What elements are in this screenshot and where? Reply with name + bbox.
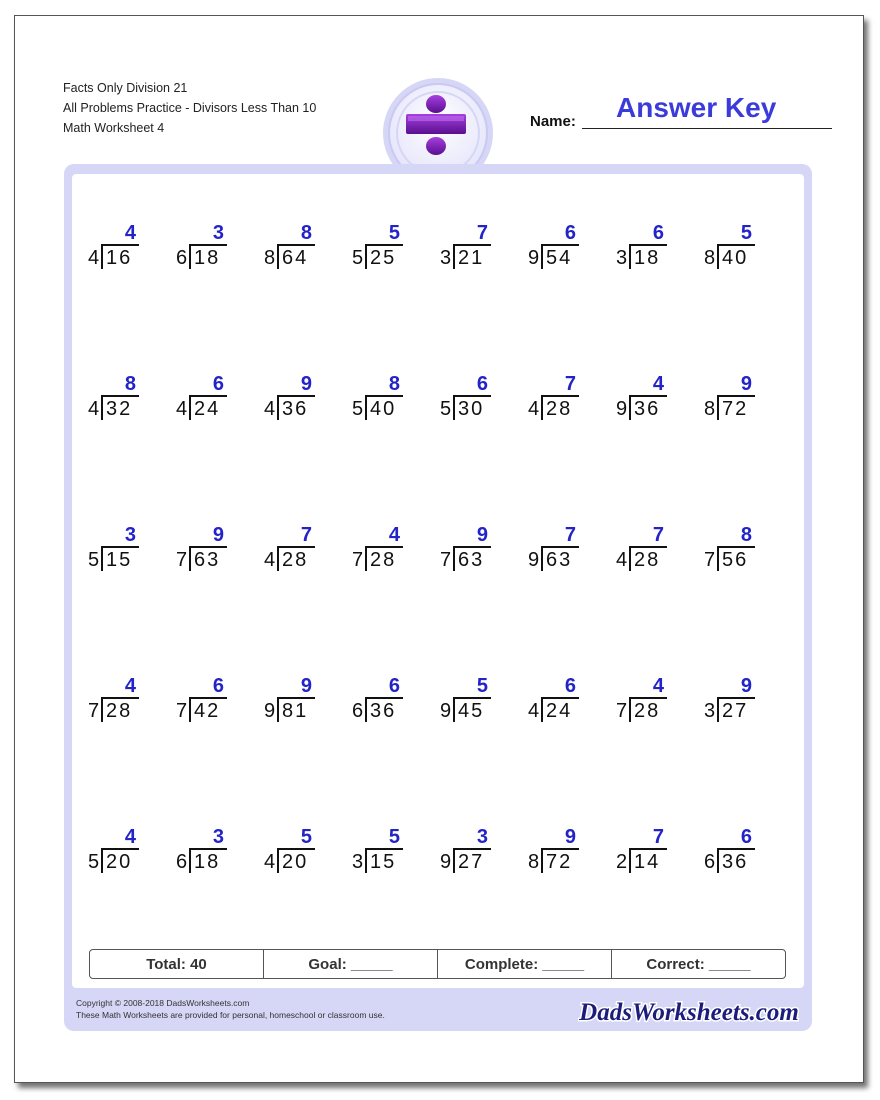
dividend: 18 (194, 851, 221, 873)
dadsworksheets-logo (578, 992, 800, 1030)
divisor: 5 (440, 398, 452, 420)
dividend: 36 (722, 851, 749, 873)
dividend: 32 (106, 398, 133, 420)
dividend: 28 (106, 700, 133, 722)
division-bracket (541, 697, 543, 722)
quotient-answer: 4 (124, 222, 136, 244)
dividend: 63 (458, 549, 485, 571)
division-bracket (101, 848, 103, 873)
quotient-answer: 6 (212, 675, 224, 697)
dividend: 28 (370, 549, 397, 571)
division-bracket (453, 395, 455, 420)
dividend: 40 (722, 247, 749, 269)
division-bracket (277, 546, 279, 571)
division-bracket (189, 697, 191, 722)
quotient-answer: 7 (476, 222, 488, 244)
divisor: 6 (352, 700, 364, 722)
division-bracket (453, 697, 455, 722)
dividend: 21 (458, 247, 485, 269)
dividend: 72 (722, 398, 749, 420)
quotient-answer: 9 (212, 524, 224, 546)
divisor: 4 (88, 247, 100, 269)
quotient-answer: 3 (212, 826, 224, 848)
dividend: 72 (546, 851, 573, 873)
division-bracket (277, 395, 279, 420)
quotient-answer: 4 (652, 675, 664, 697)
dividend: 16 (106, 247, 133, 269)
quotient-answer: 5 (388, 222, 400, 244)
division-problem (176, 525, 256, 571)
division-bracket (629, 244, 631, 269)
dividend: 28 (634, 549, 661, 571)
dividend: 81 (282, 700, 309, 722)
divisor: 4 (264, 398, 276, 420)
division-bracket (365, 546, 367, 571)
quotient-answer: 6 (388, 675, 400, 697)
quotient-answer: 4 (652, 373, 664, 395)
divisor: 4 (264, 549, 276, 571)
quotient-answer: 8 (300, 222, 312, 244)
dividend: 15 (106, 549, 133, 571)
division-bracket (453, 244, 455, 269)
brand-logo-text: DadsWorksheets.com (579, 999, 799, 1026)
divisor: 8 (704, 247, 716, 269)
divisor: 8 (704, 398, 716, 420)
divisor: 9 (264, 700, 276, 722)
division-problem (528, 525, 608, 571)
quotient-answer: 5 (388, 826, 400, 848)
division-problem (264, 223, 344, 269)
division-problem (176, 676, 256, 722)
division-bracket (277, 697, 279, 722)
dividend: 18 (194, 247, 221, 269)
division-bracket (717, 546, 719, 571)
division-bracket (717, 244, 719, 269)
divisor: 3 (616, 247, 628, 269)
divisor: 7 (616, 700, 628, 722)
division-bracket (453, 546, 455, 571)
divisor: 6 (176, 851, 188, 873)
dividend: 28 (634, 700, 661, 722)
worksheet-header (63, 78, 316, 138)
divisor: 7 (176, 700, 188, 722)
division-bracket (541, 848, 543, 873)
divisor: 5 (88, 851, 100, 873)
divisor: 6 (176, 247, 188, 269)
divisor: 4 (264, 851, 276, 873)
divisor: 3 (704, 700, 716, 722)
dividend: 45 (458, 700, 485, 722)
division-problem (440, 223, 520, 269)
divisor: 2 (616, 851, 628, 873)
quotient-answer: 8 (740, 524, 752, 546)
divisor: 9 (440, 851, 452, 873)
dividend: 36 (282, 398, 309, 420)
division-problem (704, 374, 784, 420)
division-problem (704, 223, 784, 269)
division-problem (704, 525, 784, 571)
quotient-answer: 8 (388, 373, 400, 395)
division-bracket (453, 848, 455, 873)
divisor: 9 (440, 700, 452, 722)
division-problem (440, 676, 520, 722)
division-problem (264, 525, 344, 571)
dividend: 24 (546, 700, 573, 722)
division-problem (616, 525, 696, 571)
division-problem (440, 374, 520, 420)
worksheet-title: Facts Only Division 21 (63, 81, 188, 95)
division-bracket (189, 848, 191, 873)
division-bracket (101, 546, 103, 571)
divisor: 4 (176, 398, 188, 420)
divisor: 9 (616, 398, 628, 420)
complete-cell: Complete: _____ (438, 950, 612, 978)
dividend: 28 (282, 549, 309, 571)
division-problem (528, 223, 608, 269)
divisor: 4 (88, 398, 100, 420)
division-bracket (365, 848, 367, 873)
dividend: 27 (458, 851, 485, 873)
quotient-answer: 6 (652, 222, 664, 244)
quotient-answer: 4 (388, 524, 400, 546)
quotient-answer: 9 (300, 675, 312, 697)
quotient-answer: 6 (564, 222, 576, 244)
worksheet-number: Math Worksheet 4 (63, 121, 165, 135)
dividend: 63 (546, 549, 573, 571)
divisor: 4 (528, 398, 540, 420)
division-bracket (101, 697, 103, 722)
divisor: 4 (616, 549, 628, 571)
quotient-answer: 5 (740, 222, 752, 244)
divisor: 7 (88, 700, 100, 722)
quotient-answer: 7 (652, 524, 664, 546)
quotient-answer: 7 (564, 373, 576, 395)
quotient-answer: 7 (300, 524, 312, 546)
quotient-answer: 7 (564, 524, 576, 546)
copyright-text: Copyright © 2008-2018 DadsWorksheets.com (76, 998, 250, 1008)
answer-key-title: Answer Key (616, 92, 777, 123)
divisor: 7 (704, 549, 716, 571)
division-bracket (717, 697, 719, 722)
dividend: 28 (546, 398, 573, 420)
division-problem (264, 374, 344, 420)
division-problem (88, 374, 168, 420)
divisor: 8 (264, 247, 276, 269)
quotient-answer: 3 (476, 826, 488, 848)
divisor: 7 (440, 549, 452, 571)
division-problem (528, 827, 608, 873)
division-bracket (629, 395, 631, 420)
division-bracket (189, 244, 191, 269)
division-bracket (717, 848, 719, 873)
divisor: 5 (352, 247, 364, 269)
score-bar (89, 949, 786, 979)
division-problem (528, 676, 608, 722)
division-bracket (365, 697, 367, 722)
quotient-answer: 6 (740, 826, 752, 848)
division-bracket (629, 546, 631, 571)
quotient-answer: 9 (476, 524, 488, 546)
name-underline (582, 128, 832, 129)
division-problem (704, 827, 784, 873)
quotient-answer: 9 (740, 373, 752, 395)
divisor: 4 (528, 700, 540, 722)
division-problem (528, 374, 608, 420)
quotient-answer: 4 (124, 675, 136, 697)
dividend: 56 (722, 549, 749, 571)
divisor: 5 (88, 549, 100, 571)
dividend: 25 (370, 247, 397, 269)
quotient-answer: 3 (124, 524, 136, 546)
quotient-answer: 5 (476, 675, 488, 697)
division-bracket (717, 395, 719, 420)
division-problem (704, 676, 784, 722)
dividend: 36 (370, 700, 397, 722)
division-problem (440, 525, 520, 571)
division-problem (264, 676, 344, 722)
quotient-answer: 9 (740, 675, 752, 697)
dividend: 20 (282, 851, 309, 873)
footer-text (76, 997, 385, 1021)
division-problem (352, 676, 432, 722)
division-bracket (189, 546, 191, 571)
dividend: 54 (546, 247, 573, 269)
quotient-answer: 6 (212, 373, 224, 395)
quotient-answer: 9 (564, 826, 576, 848)
division-problem (616, 374, 696, 420)
dividend: 14 (634, 851, 661, 873)
quotient-answer: 9 (300, 373, 312, 395)
divisor: 3 (352, 851, 364, 873)
division-bracket (277, 244, 279, 269)
divisor: 8 (528, 851, 540, 873)
quotient-answer: 7 (652, 826, 664, 848)
divisor: 6 (704, 851, 716, 873)
dividend: 15 (370, 851, 397, 873)
divisor: 7 (352, 549, 364, 571)
division-bracket (629, 697, 631, 722)
division-problem (616, 223, 696, 269)
division-problem (352, 827, 432, 873)
divisor: 9 (528, 247, 540, 269)
division-problem (176, 223, 256, 269)
quotient-answer: 4 (124, 826, 136, 848)
division-bracket (541, 546, 543, 571)
dividend: 63 (194, 549, 221, 571)
dividend: 24 (194, 398, 221, 420)
division-problem (352, 223, 432, 269)
dividend: 36 (634, 398, 661, 420)
dividend: 42 (194, 700, 221, 722)
division-problem (352, 525, 432, 571)
division-problem (176, 374, 256, 420)
correct-cell: Correct: _____ (646, 955, 751, 973)
goal-cell: Goal: _____ (264, 950, 438, 978)
division-problem (616, 827, 696, 873)
worksheet-subtitle: All Problems Practice - Divisors Less Than 10 (63, 101, 317, 115)
quotient-answer: 3 (212, 222, 224, 244)
division-problem (176, 827, 256, 873)
division-bracket (365, 395, 367, 420)
dividend: 30 (458, 398, 485, 420)
divisor: 3 (440, 247, 452, 269)
division-problem (616, 676, 696, 722)
division-bracket (189, 395, 191, 420)
division-bracket (277, 848, 279, 873)
usage-note: These Math Worksheets are provided for personal, homeschool or classroom use. (76, 1010, 385, 1020)
total-cell: Total: 40 (90, 950, 264, 978)
divisor: 7 (176, 549, 188, 571)
division-problem (88, 525, 168, 571)
division-bracket (101, 244, 103, 269)
division-problem (88, 223, 168, 269)
division-problem (440, 827, 520, 873)
division-bracket (629, 848, 631, 873)
dividend: 64 (282, 247, 309, 269)
dividend: 20 (106, 851, 133, 873)
quotient-answer: 5 (300, 826, 312, 848)
divisor: 5 (352, 398, 364, 420)
quotient-answer: 6 (476, 373, 488, 395)
division-bracket (365, 244, 367, 269)
division-bracket (541, 244, 543, 269)
division-problem (88, 827, 168, 873)
quotient-answer: 8 (124, 373, 136, 395)
name-field (530, 92, 832, 130)
division-bracket (541, 395, 543, 420)
quotient-answer: 6 (564, 675, 576, 697)
dividend: 40 (370, 398, 397, 420)
name-label: Name: (530, 113, 576, 130)
division-problem (88, 676, 168, 722)
dividend: 27 (722, 700, 749, 722)
division-problem (264, 827, 344, 873)
divisor: 9 (528, 549, 540, 571)
dividend: 18 (634, 247, 661, 269)
division-bracket (101, 395, 103, 420)
division-problem (352, 374, 432, 420)
